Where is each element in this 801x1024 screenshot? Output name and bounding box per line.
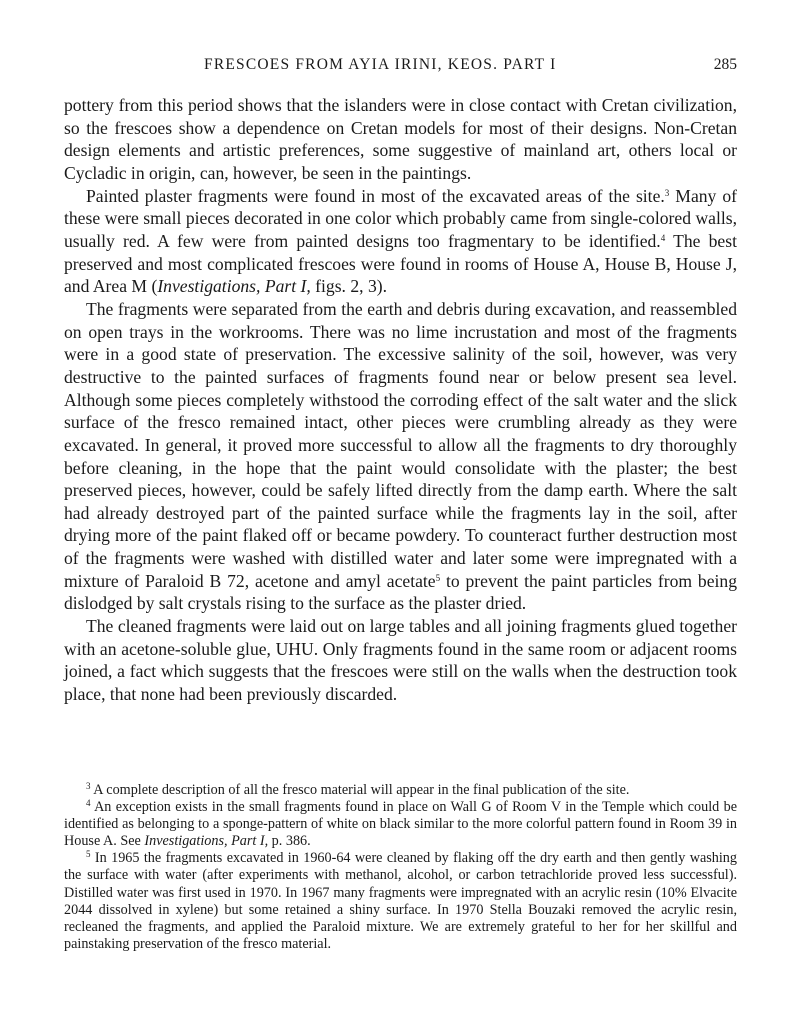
footnote-text: A complete description of all the fresco material will appear in the final publication of the site. (90, 782, 630, 798)
footnote-4 (64, 799, 737, 850)
running-header (64, 56, 737, 78)
paragraph-4-text: The cleaned fragments were laid out on large tables and all joining fragments glued together with an acetone-soluble glue, UHU. Only fragments found in the same room or adjacent rooms joined, a fact which suggests that the frescoes were still on the walls when the destruction took place, that none had been previously discarded. (64, 616, 737, 705)
paragraph-3-text-a: The fragments were separated from the earth and debris during excavation, and reassembled on open trays in the workrooms. There was no lime incrustation and most of the fragments were in a good state of preservation. The excessive salinity of the soil, however, was very destructive to the painted surfaces of fragments found near or below present sea level. Although some pieces completely withstood the corroding effect of the salt water and the slick surface of the fresco remained intact, other pieces were crumbling already as they were excavated. In general, it proved more successful to allow all the fragments to dry thoroughly before cleaning, in the hope that the paint would consolidate with the plaster; the best preserved pieces, however, could be safely lifted directly from the damp earth. Where the salt had already destroyed part of the painted surface while the fragments lay in the soil, after drying more of the paint flaked off or became powdery. To counteract further destruction most of the fragments were washed with distilled water and later some were impregnated with a mixture of Paraloid B 72, acetone and amyl acetate (64, 298, 737, 591)
paragraph-1-text: pottery from this period shows that the islanders were in close contact with Cretan civilization, so the frescoes show a dependence on Cretan models for most of their designs. Non-Cretan design elements and artistic preferences, some suggestive of mainland art, others local or Cycladic in origin, can, however, be seen in the paintings. (64, 95, 737, 183)
footnote-ref-4[interactable]: 4 (660, 232, 666, 243)
paragraph-2-text-d: figs. 2, 3). (310, 276, 387, 297)
footnote-3 (64, 782, 737, 799)
paragraph-1 (64, 94, 737, 185)
running-title: FRESCOES FROM AYIA IRINI, KEOS. PART I (204, 56, 557, 73)
paragraph-2-text-c: The best preserved and most complicated frescoes were found in rooms of House A, House B, House J, and Area M ( (64, 230, 737, 297)
footnote-ref-3[interactable]: 3 (664, 187, 670, 198)
footnote-text-a: An exception exists in the small fragments found in place on Wall G of Room V in the Temple which could be identified as belonging to a sponge-pattern of white on black similar to the more colorful pattern found in Room 39 in House A. See (64, 799, 737, 850)
page-number: 285 (713, 56, 737, 73)
footnote-ref-5[interactable]: 5 (435, 572, 441, 583)
footnote-citation-italic: Investigations, Part I, (144, 833, 269, 850)
footnote-text-b: p. 386. (268, 833, 311, 850)
footnote-number: 4 (86, 798, 91, 809)
footnotes (64, 782, 737, 953)
paragraph-2-text-b: Many of these were small pieces decorated in one color which probably came from single-colored walls, usually red. A few were from painted designs too fragmentary to be identified. (64, 185, 738, 251)
footnote-5 (64, 850, 737, 953)
footnote-text: In 1965 the fragments excavated in 1960-64 were cleaned by flaking off the dry earth and then gently washing the surface with water (after experiments with methanol, alcohol, or carbon tetrachloride proved less successful). Distilled water was first used in 1970. In 1967 many fragments were impregnated with an acrylic resin (10% Elvacite 2044 dissolved in xylene) but some retained a shiny surface. In 1970 Stella Bouzaki removed the acrylic resin, recleaned the fragments, and applied the Paraloid mixture. We are extremely grateful to her for her skillful and painstaking preservation of the fresco material. (64, 850, 737, 952)
citation-italic: Investigations, Part I, (157, 276, 311, 297)
footnote-number: 3 (86, 781, 91, 791)
paragraph-2 (64, 185, 737, 298)
paragraph-3 (64, 298, 737, 615)
footnote-number: 5 (86, 849, 91, 860)
paragraph-3-text-b: to prevent the paint particles from being dislodged by salt crystals rising to the surface as the plaster dried. (64, 570, 737, 614)
paragraph-4 (64, 615, 737, 706)
body-text (64, 94, 737, 706)
paragraph-2-text-a: Painted plaster fragments were found in most of the excavated areas of the site. (86, 185, 665, 206)
